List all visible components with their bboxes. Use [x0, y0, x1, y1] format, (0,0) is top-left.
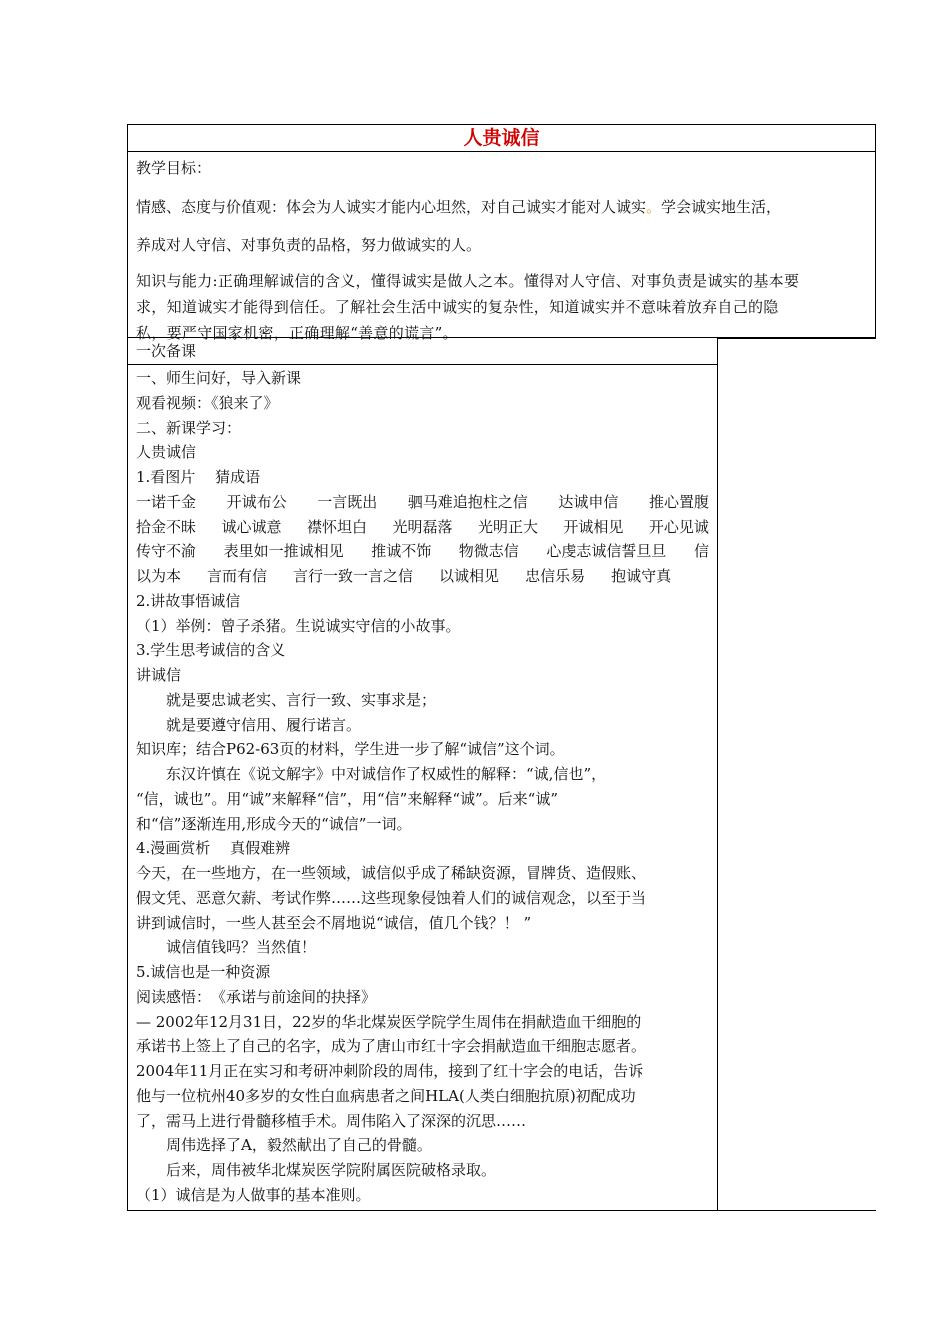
body-line: — 2002年12月31日，22岁的华北煤炭医学院学生周伟在捐献造血干细胞的 [136, 1012, 642, 1031]
body-line: 了，需马上进行骨髓移植手术。周伟陷入了深深的沉思…… [136, 1111, 527, 1130]
idiom: 抱诚守真 [611, 567, 672, 585]
idiom: 一诺千金 [136, 492, 197, 511]
idiom: 开诚相见 [563, 517, 624, 536]
idiom: 信 [693, 542, 709, 561]
idiom: 光明正大 [477, 517, 538, 536]
idiom: 驷马难追抱柱之信 [407, 492, 528, 511]
body-line: “信，诚也”。用“诚”来解释“信”，用“信”来解释“诚”。后来“诚” [136, 789, 559, 808]
idiom: 一言既出 [317, 492, 378, 511]
goals-label: 教学目标： [136, 159, 212, 177]
body-line: 5.诚信也是一种资源 [136, 963, 271, 981]
idiom: 拾金不昧 [136, 517, 197, 536]
body-line: 今天，在一些地方，在一些领域，诚信似乎成了稀缺资源，冒牌货、造假账、 [136, 864, 647, 882]
body-line: 就是要忠诚老实、言行一致、实事求是； [166, 690, 437, 709]
body-line: 承诺书上签上了自己的名字，成为了唐山市红十字会捐献造血干细胞志愿者。 [136, 1037, 647, 1056]
body-line: 阅读感悟： 《承诺与前途间的抉择》 [136, 987, 377, 1006]
idiom: 传守不渝 [136, 542, 197, 561]
emotion-goal-line-1: 情感、态度与价值观：体会为人诚实才能内心坦然，对自己诚实才能对人诚实。学会诚实地生活， [136, 198, 782, 216]
emotion-mark: 。 [646, 198, 662, 216]
body-line: 1.看图片 猜成语 [136, 468, 261, 486]
idiom: 推心置腹 [648, 492, 709, 511]
body-line: 周伟选择了A，毅然献出了自己的骨髓。 [166, 1136, 432, 1155]
body-line: 讲到诚信时，一些人甚至会不屑地说“诚信，值几个钱？！ ” [136, 913, 532, 932]
idiom: 以为本 [136, 567, 182, 585]
idiom: 开心见诚 [648, 517, 709, 536]
table-rule-bottom [718, 1210, 876, 1211]
idiom: 襟怀坦白 [306, 517, 367, 536]
teaching-goals [128, 152, 875, 346]
idiom: 诚心诚意 [221, 517, 282, 536]
idiom: 言行一致一言之信 [293, 567, 414, 585]
knowledge-goal-line-2: 求，知道诚实才能得到信任。了解社会生活中诚实的复杂性，知道诚实并不意味着放弃自己的隐 [136, 298, 779, 316]
idiom: 忠信乐易 [525, 567, 586, 585]
lesson-header-table [127, 124, 876, 342]
body-line: 后来，周伟被华北煤炭医学院附属医院破格录取。 [166, 1161, 497, 1179]
lesson-body-content [128, 365, 717, 1208]
idioms-row-3 [136, 539, 709, 564]
body-line: 知识库；结合P62-63页的材料，学生进一步了解“诚信”这个词。 [136, 740, 565, 759]
idiom: 以诚相见 [439, 567, 500, 585]
body-line: 讲诚信 [136, 666, 182, 684]
lesson-title: 人贵诚信 [463, 127, 540, 149]
section-label: 一次备课 [128, 338, 717, 365]
idiom: 心虔志诚信誓旦旦 [546, 542, 667, 561]
table-rule-top [718, 338, 876, 339]
body-line: 2.讲故事悟诚信 [136, 591, 241, 610]
idiom: 光明磊落 [392, 517, 453, 536]
idiom: 言而有信 [207, 567, 268, 585]
lesson-body-table [127, 338, 718, 1211]
idioms-row-1 [136, 490, 709, 515]
idiom: 物微志信 [458, 542, 519, 561]
body-line: 他与一位杭州40多岁的女性白血病患者之间HLA(人类白细胞抗原)初配成功 [136, 1086, 636, 1105]
body-line: 人贵诚信 [136, 443, 197, 462]
body-line: 3.学生思考诚信的含义 [136, 641, 286, 660]
idioms-row-2 [136, 515, 709, 540]
body-line: 诚信值钱吗？当然值！ [166, 938, 317, 957]
body-line: （1）举例：曾子杀猪。生说诚实守信的小故事。 [136, 616, 461, 635]
body-line: 4.漫画赏析 真假难辨 [136, 839, 291, 858]
body-line: 假文凭、恶意欠薪、考试作弊……这些现象侵蚀着人们的诚信观念，以至于当 [136, 888, 647, 907]
body-line: （1）诚信是为人做事的基本准则。 [136, 1185, 371, 1204]
idioms-row-4 [136, 564, 709, 589]
body-line: 观看视频：《狼来了》 [136, 393, 279, 412]
body-line: 就是要遵守信用、履行诺言。 [166, 715, 362, 734]
idiom: 推诚不饰 [371, 542, 432, 561]
body-line: 一、师生问好，导入新课 [136, 369, 302, 387]
knowledge-goal-line-1: 知识与能力:正确理解诚信的含义，懂得诚实是做人之本。懂得对人守信、对事负责是诚实的基本要 [136, 272, 800, 290]
emotion-goal-line-2: 养成对人守信、对事负责的品格，努力做诚实的人。 [136, 236, 482, 254]
body-line: 东汉许慎在《说文解字》中对诚信作了权威性的解释：“诚,信也”， [166, 765, 607, 783]
idiom: 表里如一推诚相见 [223, 542, 344, 561]
body-line: 二、新课学习： [136, 418, 242, 437]
title-row [128, 125, 875, 152]
knowledge-goal-line-3: 私，要严守国家机密，正确理解“善意的谎言”。 [136, 324, 458, 342]
idiom: 开诚布公 [226, 492, 287, 511]
body-line: 2004年11月正在实习和考研冲刺阶段的周伟，接到了红十字会的电话，告诉 [136, 1062, 644, 1080]
body-line: 和“信”逐渐连用,形成今天的“诚信”一词。 [136, 814, 412, 833]
idiom: 达诚申信 [558, 492, 619, 511]
